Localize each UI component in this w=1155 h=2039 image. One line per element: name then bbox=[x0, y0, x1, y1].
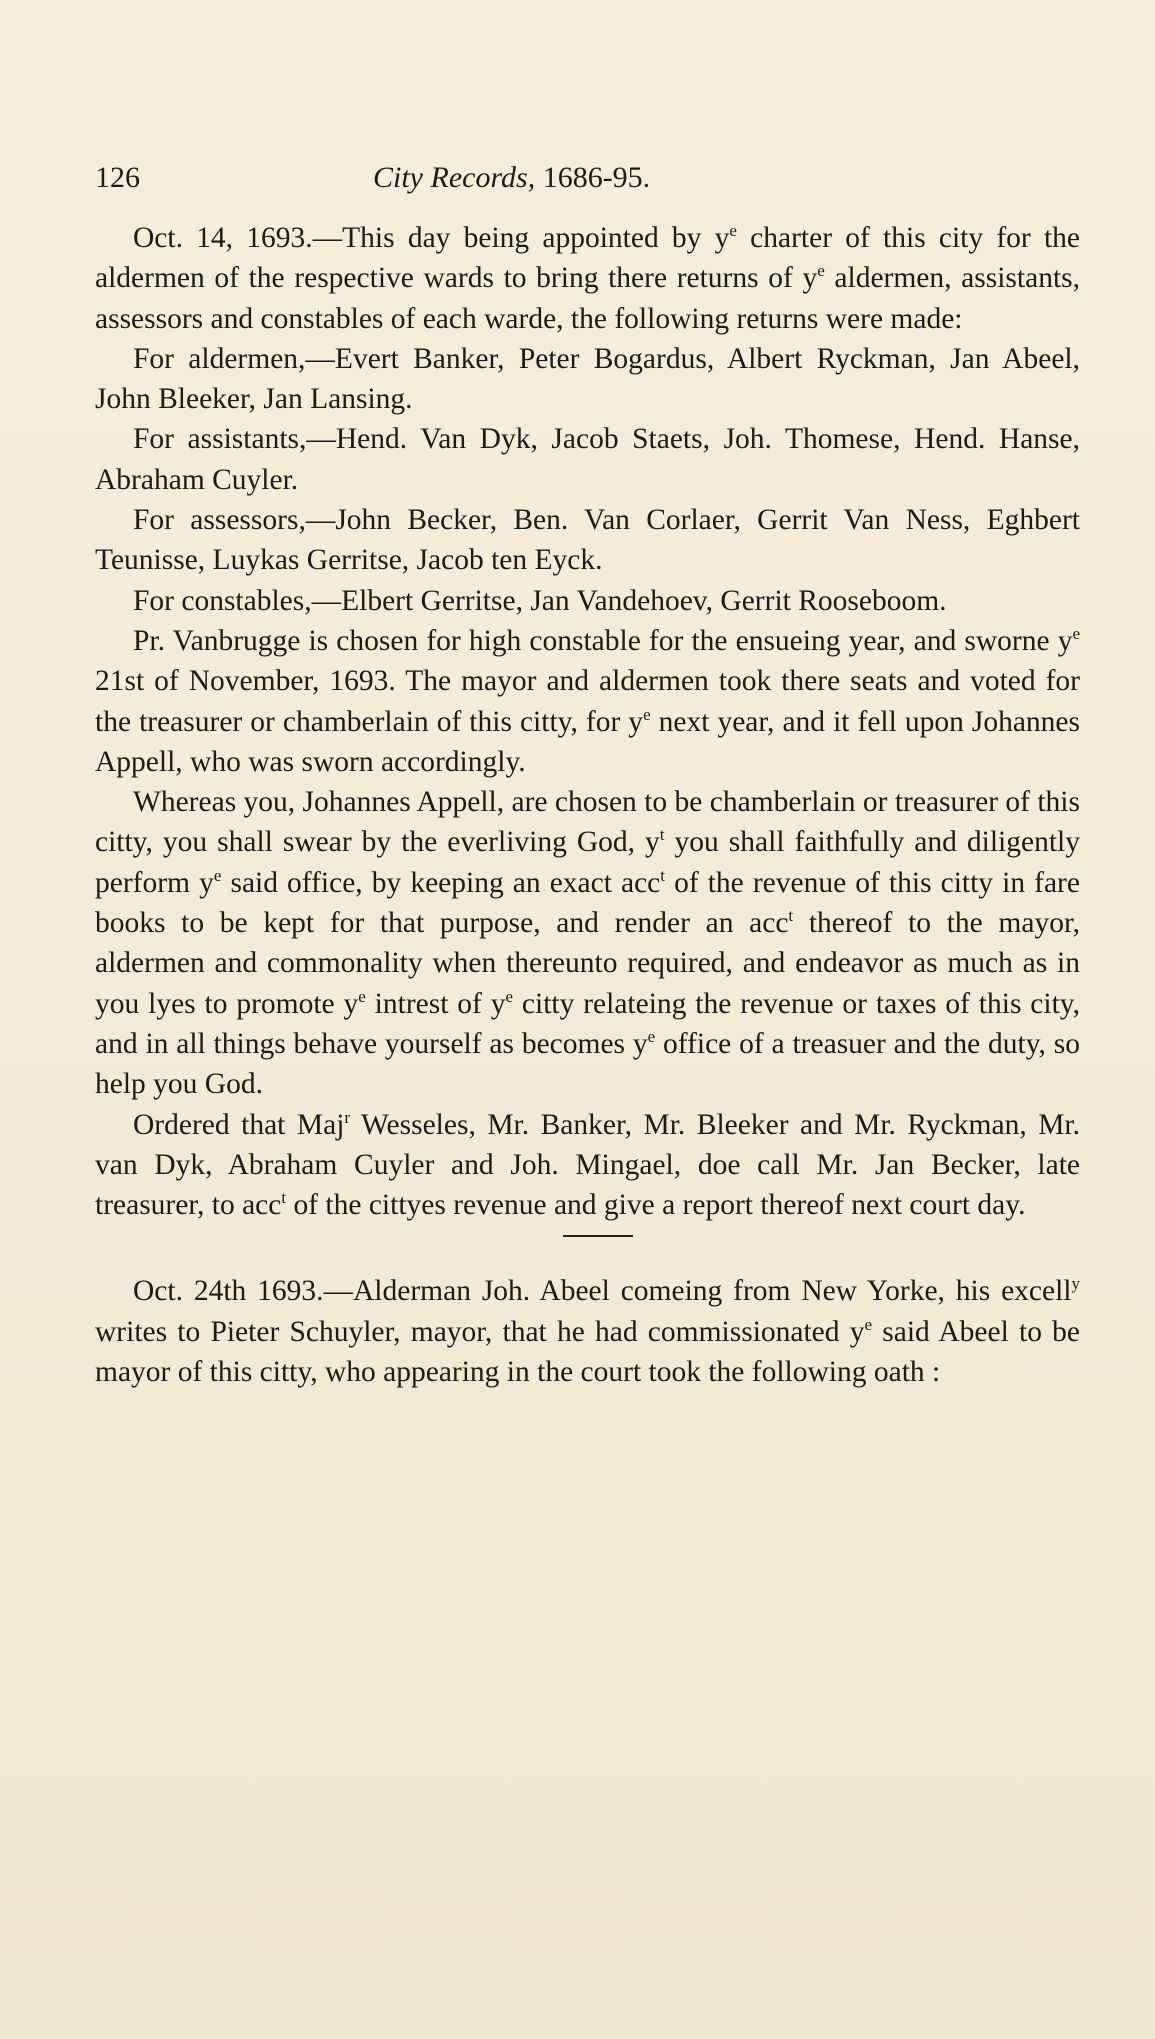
paragraph-oct-24-mayor: Oct. 24th 1693.—Alderman Joh. Abeel comeing from New Yorke, his excell$^y$ writes to Pieter Schuyler, mayor, that he had commissionated $y^e$ said Abeel to be mayor of this citty, who appearing in the court took the following oath : bbox=[95, 1274, 1081, 1389]
section-divider bbox=[563, 1235, 633, 1237]
running-title bbox=[373, 158, 650, 198]
paragraph-ordered-account: Ordered that Maj$^r$ Wesseles, Mr. Banker, Mr. Bleeker and Mr. Ryckman, Mr. van Dyk, Abraham Cuyler and Joh. Mingael, doe call Mr. Jan Becker, late treasurer, to acc$^t$ of the cittyes revenue and give a report thereof next court day. bbox=[95, 1107, 1080, 1222]
paragraph-oct-14-returns: Oct. 14, 1693.—This day being appointed by $y^e$ charter of this city for the aldermen of the respective wards to bring there returns of $y^e$ aldermen, assistants, assessors and constables of each warde, the following returns were made: bbox=[95, 221, 1080, 335]
running-header bbox=[95, 158, 1080, 198]
paragraph-assistants: For assistants,—Hend. Van Dyk, Jacob Staets, Joh. Thomese, Hend. Hanse, Abraham Cuyler. bbox=[95, 423, 1080, 496]
paragraph-constables: For constables,—Elbert Gerritse, Jan Vandehoev, Gerrit Rooseboom. bbox=[133, 584, 947, 617]
paragraph-aldermen: For aldermen,—Evert Banker, Peter Bogardus, Albert Ryckman, Jan Abeel, John Bleeker, Jan Lansing. bbox=[95, 342, 1080, 416]
section-gap bbox=[95, 1237, 1080, 1271]
running-title-italic: City Records, bbox=[373, 161, 536, 194]
paragraph-treasurer-oath: Whereas you, Johannes Appell, are chosen to be chamberlain or treasurer of this citty, you shall swear by the everliving God, $y^t$ you shall faithfully and diligently perform $y^e$ said office, by keeping an exact acc$^t$ of the revenue of this citty in fare books to be kept for that purpose, and render an acc$^t$ thereof to the mayor, aldermen and commonality when thereunto required, and endeavor as much as in you lyes to promote $y^e$ intrest of $y^e$ citty relateing the revenue or taxes of this city, and in all things behave yourself as becomes $y^e$ office of a treasuer and the duty, so help you God. bbox=[95, 786, 1080, 1101]
page-number: 126 bbox=[95, 161, 140, 194]
running-title-years: 1686-95. bbox=[535, 161, 651, 194]
body-text bbox=[95, 218, 1080, 1392]
paragraph-assessors: For assessors,—John Becker, Ben. Van Corlaer, Gerrit Van Ness, Eghbert Teunisse, Luykas Gerritse, Jacob ten Eyck. bbox=[95, 504, 1080, 577]
paragraph-high-constable: Pr. Vanbrugge is chosen for high constable for the ensueing year, and sworne $y^e$ 21st of November, 1693. The mayor and aldermen took there seats and voted for the treasurer or chamberlain of this citty, for $y^e$ next year, and it fell upon Johannes Appell, who was sworn accordingly. bbox=[95, 623, 1081, 778]
